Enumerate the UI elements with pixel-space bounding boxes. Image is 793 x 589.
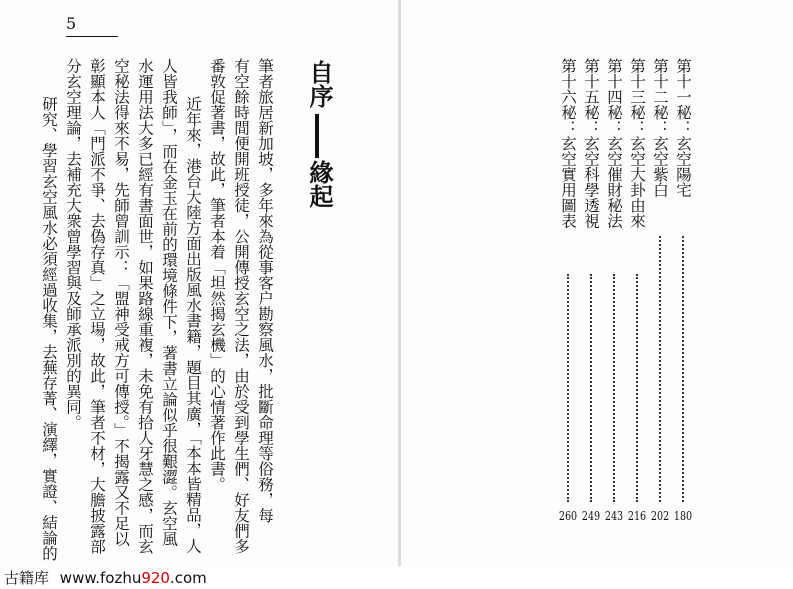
body-line: 近年來，港台大陸方面出版風水書籍，題目其廣，「本本皆精品，人 (184, 96, 202, 554)
body-line: 水運用法大多已經有書面世，如果路線重複，未免有拾人牙慧之感，而玄 (136, 58, 154, 554)
toc-entry-page: 216 (627, 509, 647, 523)
toc-leader-dots (590, 274, 596, 502)
toc-entry-page: 180 (673, 509, 693, 523)
toc-entry-title: 第十一秘：玄空陽宅 (674, 58, 692, 198)
toc-entry-page: 243 (604, 509, 624, 523)
toc-leader-dots (682, 236, 688, 502)
watermark-text (4, 568, 207, 588)
watermark-url-suffix: .com (169, 569, 207, 587)
toc-leader-dots (567, 274, 573, 502)
body-line: 有空餘時間便開班授徒，公開傳授玄空之法，由於受到學生們、好友們多 (232, 58, 250, 554)
page-subtitle: 緣起 (305, 160, 333, 208)
toc-entry-page: 249 (581, 509, 601, 523)
title-dash (315, 114, 319, 158)
toc-entry-title: 第十三秘：玄空大卦由來 (628, 58, 646, 229)
toc-entry-page: 202 (650, 509, 670, 523)
body-line: 彰顯本人「門派不爭、去偽存真」之立場，故此，筆者不材，大膽披露部 (88, 58, 106, 554)
body-line: 研究、學習玄空風水必須經過收集，去蕪存菁、演繹，實證、結論的 (40, 96, 58, 561)
watermark-footer (0, 566, 793, 589)
toc-entry-page: 260 (558, 509, 578, 523)
body-line: 空秘法得來不易，先師曾訓示：「盟神受戒方可傳授。」不揭露又不足以 (112, 58, 130, 547)
toc-entry-title: 第十四秘：玄空催財秘法 (605, 58, 623, 229)
page-title: 自序 (305, 60, 333, 108)
page-number-rule (66, 36, 118, 37)
body-line: 番敦促著書，故此，筆者本着「坦然揭玄機」的心情著作此書。 (208, 58, 226, 492)
book-gutter (398, 0, 401, 568)
watermark-url-prefix: www.fozhu (59, 569, 142, 587)
watermark-url-number: 920 (141, 569, 170, 587)
toc-entry-title: 第十二秘：玄空紫白 (651, 58, 669, 198)
toc-leader-dots (636, 274, 642, 502)
body-line: 分玄空理論，去補充大衆曾學習與及師承派別的異同。 (64, 58, 82, 430)
body-line: 人皆我師」，而在金玉在前的環境條件下，著書立論似乎很艱澀。玄空風 (160, 58, 178, 547)
toc-entry-title: 第十六秘：玄空實用圖表 (559, 58, 577, 229)
toc-leader-dots (659, 236, 665, 502)
toc-entry-title: 第十五秘：玄空科學透視 (582, 58, 600, 229)
body-line: 筆者旅居新加坡，多年來為從事客户勘察風水，批斷命理等俗務，每 (256, 58, 274, 523)
toc-leader-dots (613, 274, 619, 502)
watermark-site-name: 古籍库 (4, 569, 50, 587)
page-number: 5 (66, 14, 77, 33)
